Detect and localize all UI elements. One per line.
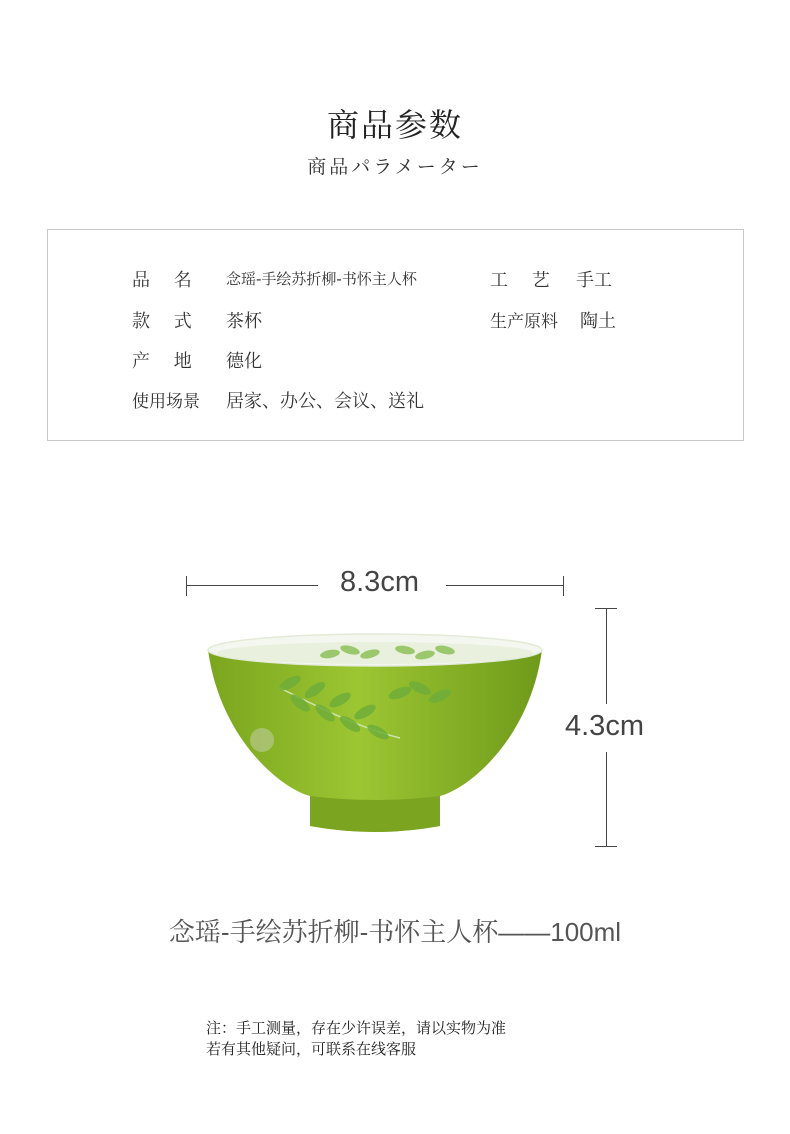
height-dim-line-bottom xyxy=(606,752,607,847)
param-material-label: 生产原料 xyxy=(490,312,558,332)
param-style-label: 款 式 xyxy=(132,311,192,332)
param-material-value: 陶土 xyxy=(580,311,616,332)
param-origin-label: 产 地 xyxy=(132,351,192,372)
measurement-note xyxy=(206,1018,506,1060)
product-cup-image xyxy=(200,628,550,838)
param-style-value: 茶杯 xyxy=(226,311,262,332)
height-dim-bottom-tick xyxy=(595,846,617,847)
height-dim-label: 4.3cm xyxy=(565,710,644,742)
height-dim-line-top xyxy=(606,608,607,704)
params-table xyxy=(47,229,744,441)
param-name-value: 念瑶-手绘苏折柳-书怀主人杯 xyxy=(226,270,417,288)
width-dim-right-tick xyxy=(563,576,564,596)
note-line-1: 注：手工测量，存在少许误差，请以实物为准 xyxy=(206,1019,507,1037)
product-caption: 念瑶-手绘苏折柳-书怀主人杯——100ml xyxy=(168,917,622,947)
width-dim-left-tick xyxy=(186,576,187,596)
page-title: 商品参数 xyxy=(326,106,463,144)
param-name-label: 品 名 xyxy=(132,270,192,291)
param-origin-value: 德化 xyxy=(226,351,262,372)
param-usage-label: 使用场景 xyxy=(132,392,200,412)
param-craft-value: 手工 xyxy=(576,270,612,291)
width-dim-line-left xyxy=(186,585,318,586)
note-line-2: 若有其他疑问，可联系在线客服 xyxy=(206,1040,417,1058)
page-subtitle: 商品パラメーター xyxy=(307,156,483,178)
param-craft-label: 工 艺 xyxy=(490,270,550,291)
param-usage-value: 居家、办公、会议、送礼 xyxy=(226,391,424,412)
width-dim-label: 8.3cm xyxy=(340,566,419,598)
width-dim-line-right xyxy=(446,585,564,586)
